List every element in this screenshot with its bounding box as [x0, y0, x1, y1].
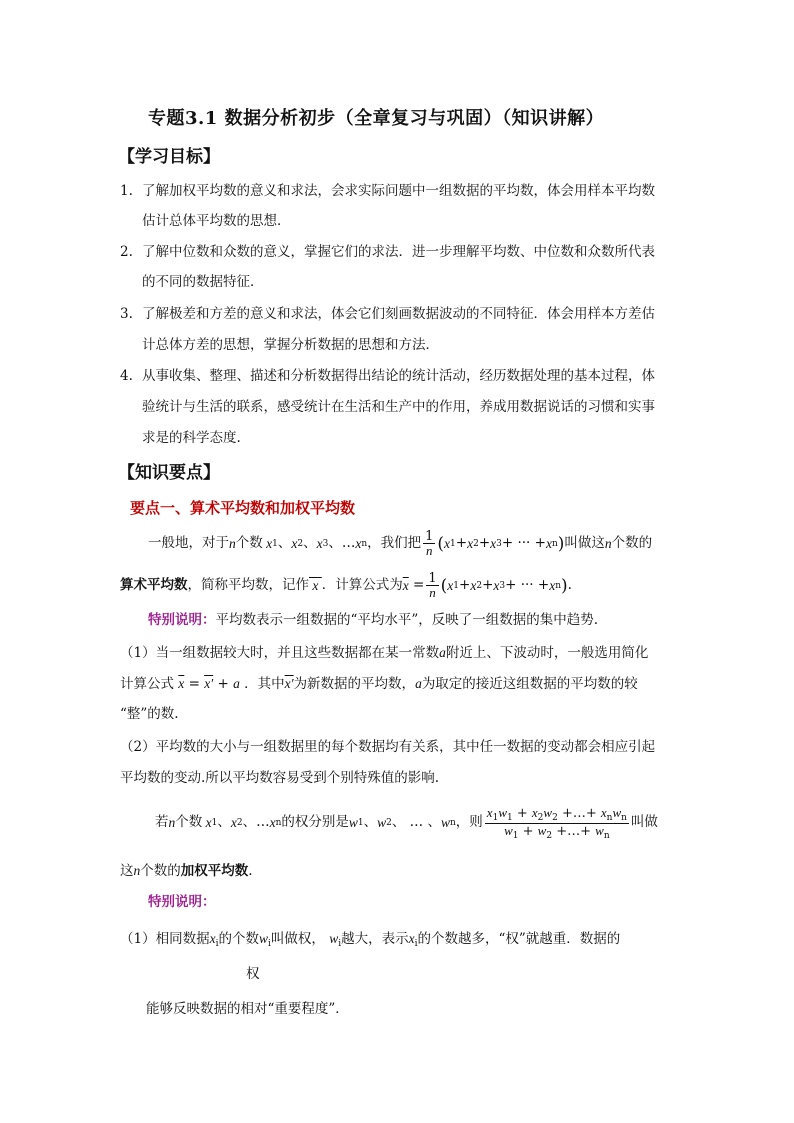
- note-2-label: 特别说明：: [148, 894, 216, 910]
- goal-item-4-cont: 验统计与生活的联系，感受统计在生活和生产中的作用，养成用数据说话的习惯和实事: [142, 399, 655, 415]
- goal-item-2-cont: 的不同的数据特征．: [142, 274, 264, 290]
- goal-item-4-cont2: 求是的科学态度.: [142, 430, 241, 446]
- note-1: 特别说明：平均数表示一组数据的“平均水平”，反映了一组数据的集中趋势.: [148, 612, 599, 628]
- point-heading: 要点一、算术平均数和加权平均数: [130, 499, 356, 517]
- weighted-mean-fraction: $\frac{x_1w_1 + x_2w_2 +\dots+ x_nw_n}{w_1 + w_2 +\dots+ w_n}$: [486, 804, 627, 841]
- note-item-1-line2: 计算公式 $\overline{x} = x' + a$ ．其中x′为新数据的平均数，a为取定的接近这组数据的平均数的较: [120, 676, 638, 692]
- weighted-mean-line1: 若 n 个数 x 1 、 x 2 、… x n 的权分别是 w 1 、 w 2 、 … 、 w n ，则 $\frac{x_1w_1 + x_2w_2 +\dots+ x_nw_n}{w_1 + w_2 +\dots+ w_n}$ 叫做: [155, 804, 658, 841]
- note-item-1-line3: “整”的数.: [120, 706, 179, 722]
- goal-item-1-cont: 估计总体平均数的思想．: [142, 213, 291, 229]
- goal-item-3: 3. 了解极差和方差的意义和求法，体会它们刻画数据波动的不同特征．体会用样本方差估: [120, 306, 655, 322]
- section-learning-goals: 【学习目标】: [118, 147, 220, 167]
- weight-note-line1: （1）相同数据$x_i$的个数$w_i$叫做权， $w_i$越大，表示$x_i$的个数越多，“权”就越重．数据的: [120, 931, 621, 949]
- weighted-mean-line2: 这n个数的加权平均数.: [120, 863, 253, 879]
- mean-definition-line2: 算术平均数 ，简称平均数，记作 x ．计算公式为 $\overline{x}$ = $\frac{1}{n}$ ( x 1 + x 2 + x 3 + ··· + x n ) .: [120, 571, 572, 600]
- page-title: 专题3.1 数据分析初步（全章复习与巩固）（知识讲解）: [148, 108, 605, 129]
- goal-item-3-cont: 计总体方差的思想，掌握分析数据的思想和方法．: [142, 337, 439, 353]
- fraction-one-over-n-2: $\frac{1}{n}$: [428, 571, 437, 600]
- note-item-2-line1: （2）平均数的大小与一组数据里的每个数据均有关系，其中任一数据的变动都会相应引起: [120, 739, 656, 755]
- goal-item-1: 1. 了解加权平均数的意义和求法，会求实际问题中一组数据的平均数，体会用样本平均数: [120, 183, 655, 199]
- note-item-1-line1: （1）当一组数据较大时，并且这些数据都在某一常数a附近上、下波动时，一般选用简化: [120, 645, 649, 661]
- note-item-2-line2: 平均数的变动.所以平均数容易受到个别特殊值的影响.: [120, 770, 440, 786]
- goal-item-4: 4. 从事收集、整理、描述和分析数据得出结论的统计活动，经历数据处理的基本过程，体: [120, 368, 655, 384]
- weight-note-line2: 能够反映数据的相对“重要程度”．: [146, 1001, 349, 1017]
- goal-item-2: 2. 了解中位数和众数的意义，掌握它们的求法．进一步理解平均数、中位数和众数所代表: [120, 244, 655, 260]
- mean-definition-line1: 一般地，对于 n 个数 x 1 、 x 2 、 x 3 、… x n ，我们把 $\frac{1}{n}$ ( x 1 + x 2 + x 3 + ··· + x n ) 叫做这 n 个数的: [148, 529, 653, 558]
- fraction-one-over-n: $\frac{1}{n}$: [425, 529, 434, 558]
- section-key-points: 【知识要点】: [118, 463, 220, 483]
- weight-note-char: 权: [246, 966, 260, 982]
